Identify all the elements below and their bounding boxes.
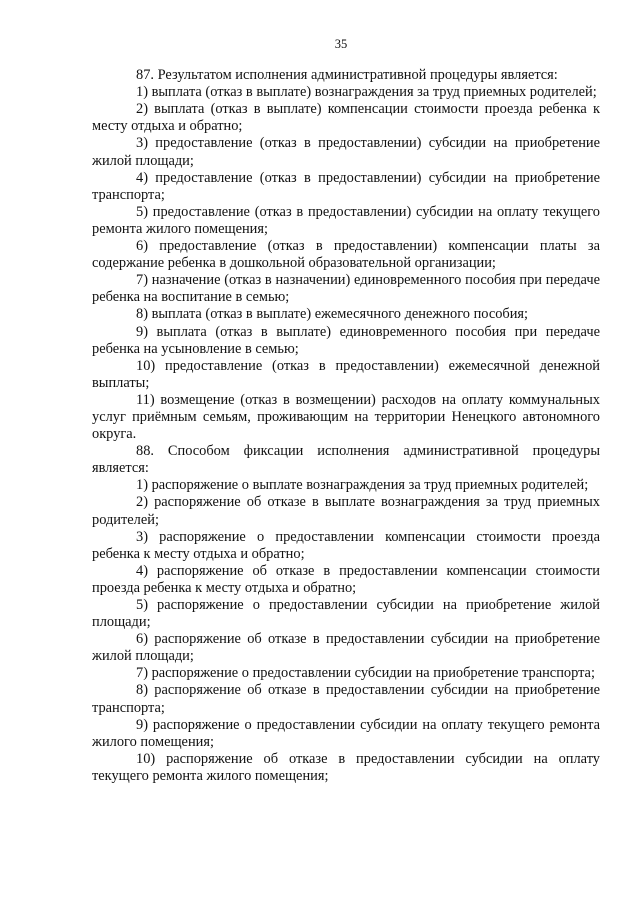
paragraph-87: 87. Результатом исполнения административной процедуры является: bbox=[136, 67, 558, 84]
list-item: 6) распоряжение об отказе в предоставлении субсидии на приобретение жилой площади; bbox=[92, 631, 600, 665]
list-item: 7) распоряжение о предоставлении субсидии на приобретение транспорта; bbox=[136, 665, 595, 682]
list-item: 4) распоряжение об отказе в предоставлении компенсации стоимости проезда ребенка к месту отдыха и обратно; bbox=[92, 562, 600, 596]
list-item: 2) выплата (отказ в выплате) компенсации стоимости проезда ребенка к месту отдыха и обратно; bbox=[92, 101, 600, 135]
paragraph-88: 88. Способом фиксации исполнения административной процедуры является: bbox=[92, 443, 600, 477]
list-item: 8) выплата (отказ в выплате) ежемесячного денежного пособия; bbox=[136, 306, 529, 323]
list-item: 11) возмещение (отказ в возмещении) расходов на оплату коммунальных услуг приёмным семьям, проживающим на территории Ненецкого автономного округа. bbox=[92, 391, 600, 443]
list-item: 9) распоряжение о предоставлении субсидии на оплату текущего ремонта жилого помещения; bbox=[92, 716, 600, 750]
list-item: 5) распоряжение о предоставлении субсидии на приобретение жилой площади; bbox=[92, 597, 600, 631]
list-item: 1) выплата (отказ в выплате) вознаграждения за труд приемных родителей; bbox=[136, 84, 597, 101]
list-item: 5) предоставление (отказ в предоставлении) субсидии на оплату текущего ремонта жилого помещения; bbox=[92, 203, 600, 237]
list-item: 8) распоряжение об отказе в предоставлении субсидии на приобретение транспорта; bbox=[92, 682, 600, 716]
body-text bbox=[92, 67, 600, 785]
list-item: 6) предоставление (отказ в предоставлении) компенсации платы за содержание ребенка в дошкольной образовательной организации; bbox=[92, 238, 600, 272]
list-item: 7) назначение (отказ в назначении) единовременного пособия при передаче ребенка на воспитание в семью; bbox=[92, 272, 600, 306]
list-item: 3) предоставление (отказ в предоставлении) субсидии на приобретение жилой площади; bbox=[92, 135, 600, 169]
list-item: 10) предоставление (отказ в предоставлении) ежемесячной денежной выплаты; bbox=[92, 357, 600, 391]
list-item: 1) распоряжение о выплате вознаграждения за труд приемных родителей; bbox=[136, 477, 589, 494]
list-item: 9) выплата (отказ в выплате) единовременного пособия при передаче ребенка на усыновление в семью; bbox=[92, 323, 600, 357]
list-item: 4) предоставление (отказ в предоставлении) субсидии на приобретение транспорта; bbox=[92, 169, 600, 203]
list-item: 3) распоряжение о предоставлении компенсации стоимости проезда ребенка к месту отдыха и обратно; bbox=[92, 528, 600, 562]
list-item: 10) распоряжение об отказе в предоставлении субсидии на оплату текущего ремонта жилого помещения; bbox=[92, 750, 600, 784]
list-item: 2) распоряжение об отказе в выплате вознаграждения за труд приемных родителей; bbox=[92, 494, 600, 528]
page-number: 35 bbox=[334, 37, 348, 51]
